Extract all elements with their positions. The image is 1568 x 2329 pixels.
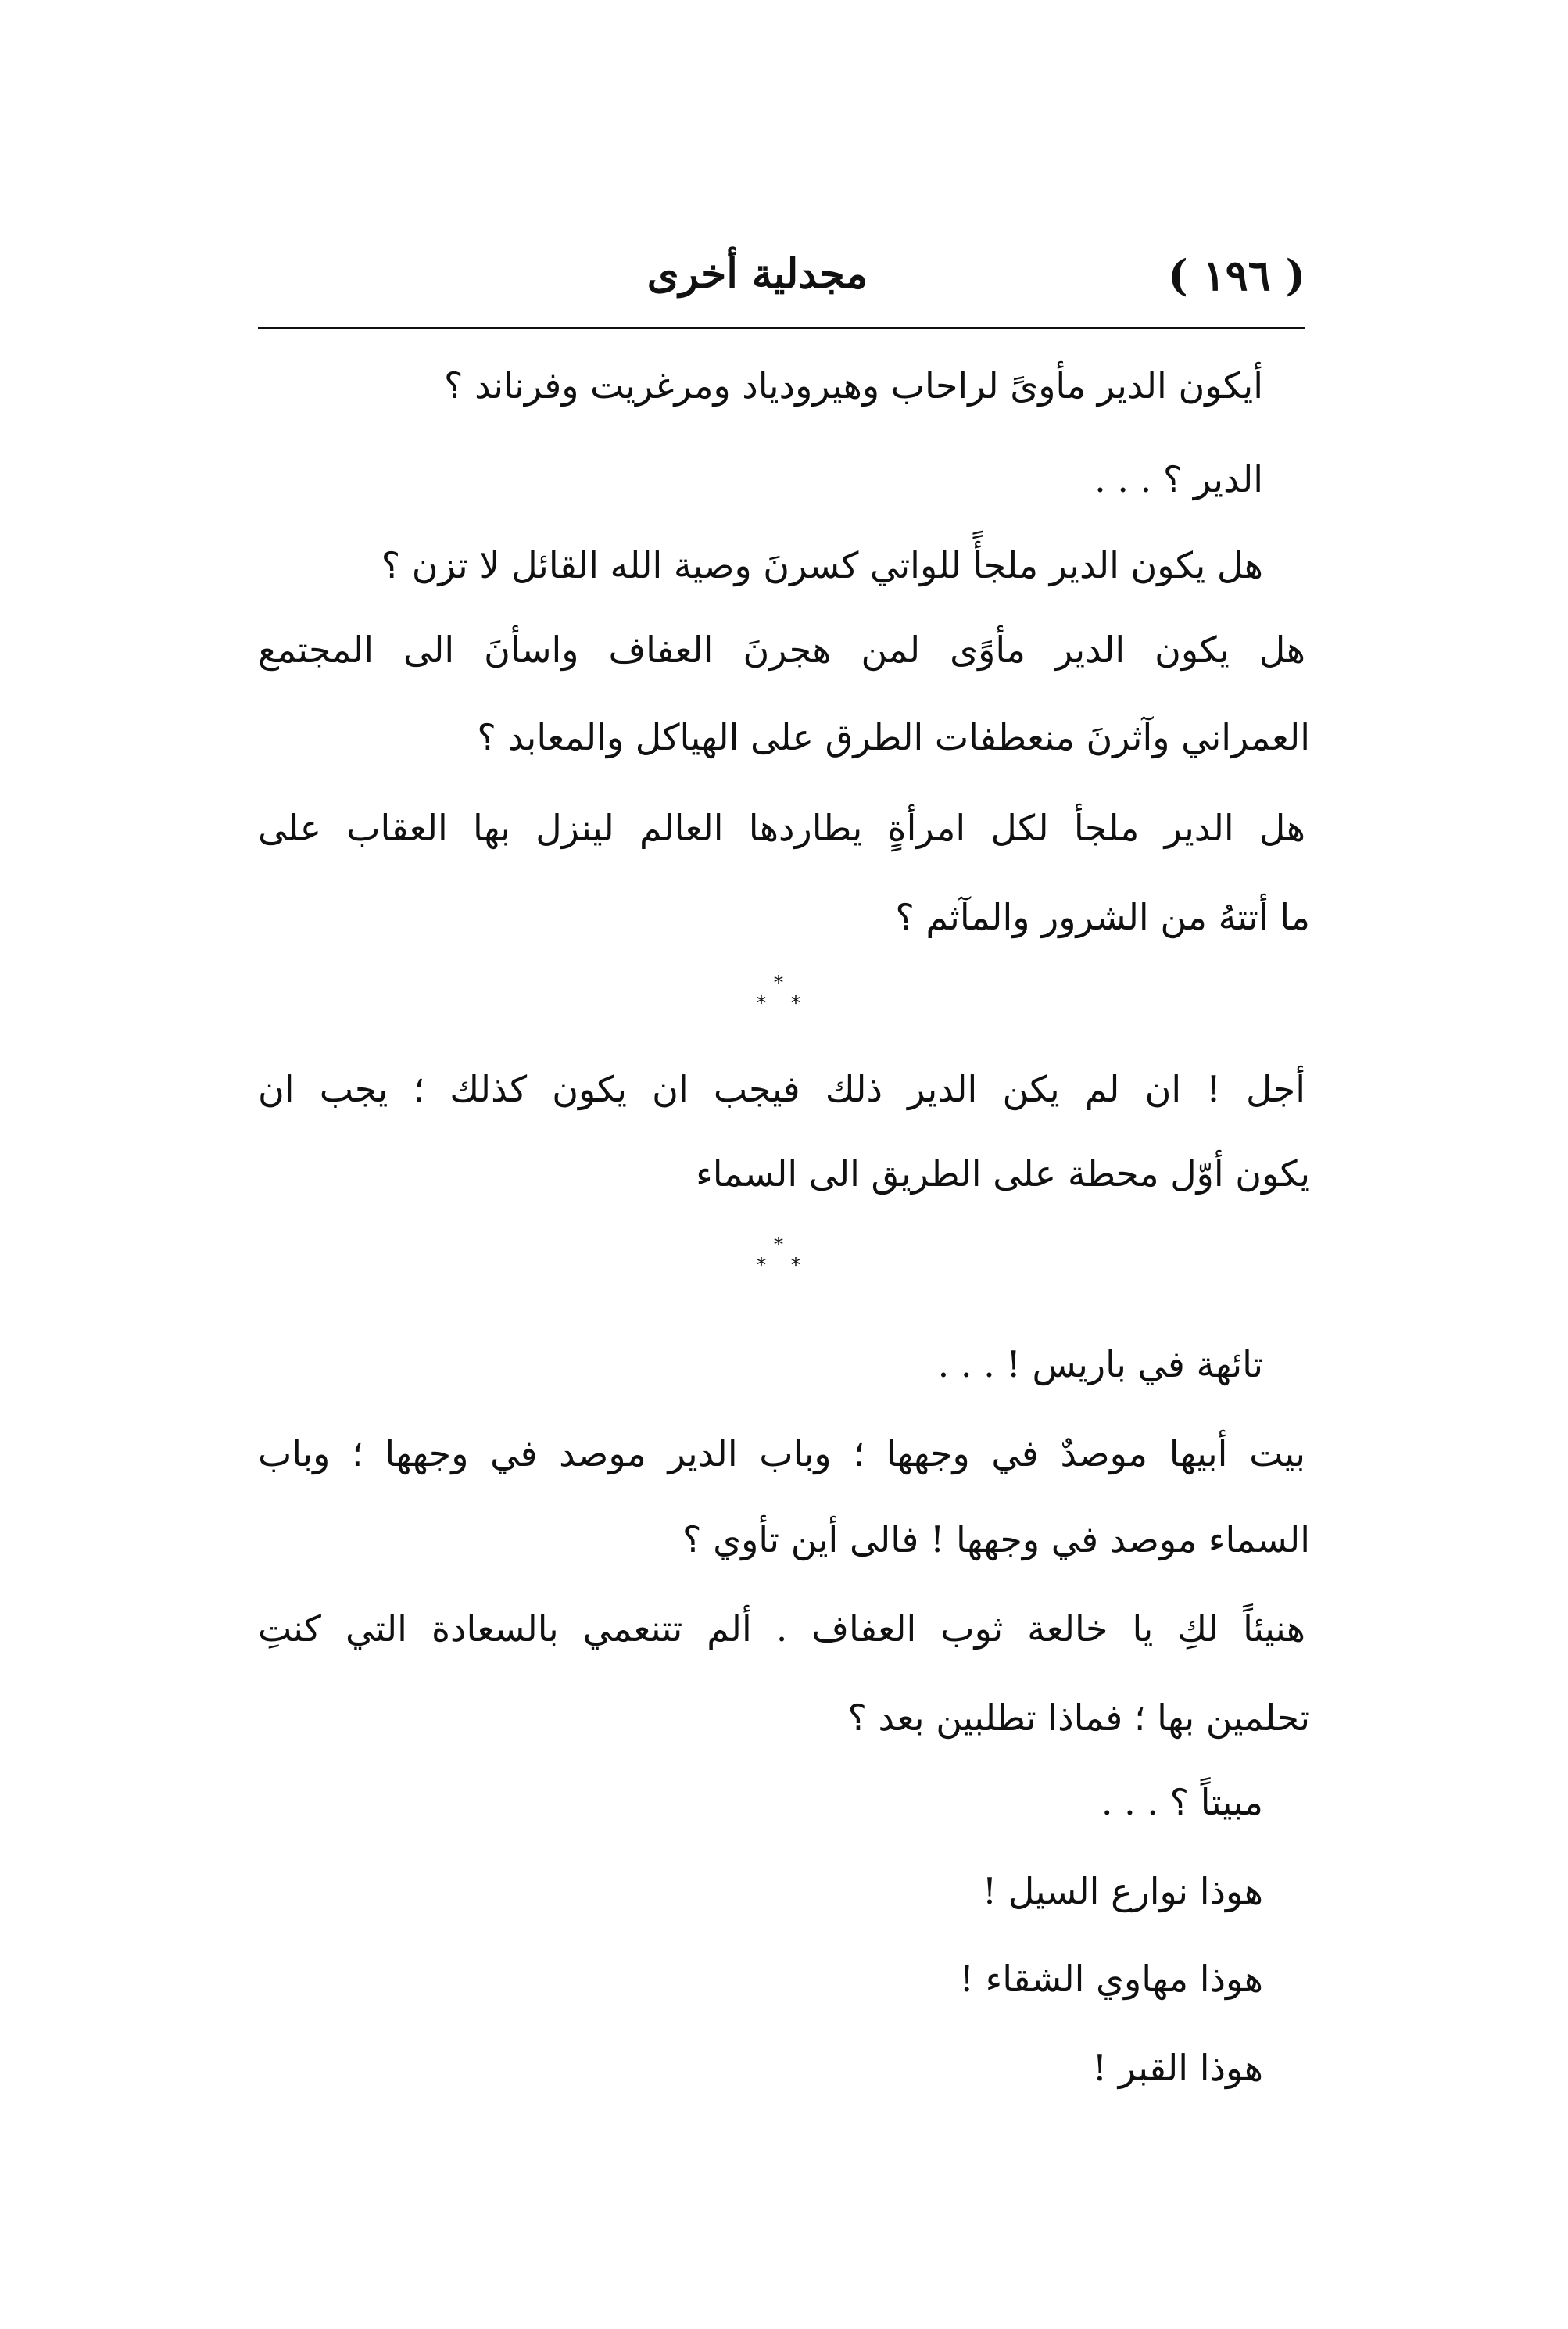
- text-line: بيت أبيها موصدٌ في وجهها ؛ وباب الدير موصد في وجهها ؛ وباب: [258, 1432, 1305, 1474]
- text-line: السماء موصد في وجهها ! فالى أين تأوي ؟: [682, 1518, 1310, 1560]
- text-line: هنيئاً لكِ يا خالعة ثوب العفاف . ألم تتنعمي بالسعادة التي كنتِ: [258, 1607, 1305, 1650]
- asterism-separator: [735, 1235, 829, 1282]
- text-line: تحلمين بها ؛ فماذا تطلبين بعد ؟: [847, 1697, 1310, 1739]
- running-title: مجدلية أخرى: [646, 250, 868, 298]
- asterism-separator: [735, 973, 829, 1020]
- asterism-star: *: [774, 972, 783, 994]
- text-line: الدير ؟ . . .: [1094, 458, 1263, 500]
- asterism-star: *: [757, 1254, 766, 1276]
- text-line: هل الدير ملجأ لكل امرأةٍ يطاردها العالم لينزل بها العقاب على: [258, 807, 1305, 849]
- text-line: هل يكون الدير مأوًى لمن هجرنَ العفاف واسأنَ الى المجتمع: [258, 629, 1305, 671]
- asterism-star: *: [791, 992, 800, 1014]
- text-line: تائهة في باريس ! . . .: [937, 1343, 1263, 1385]
- text-line: يكون أوّل محطة على الطريق الى السماء: [696, 1152, 1310, 1195]
- text-line: هوذا نوارع السيل !: [982, 1870, 1263, 1912]
- text-line: مبيتاً ؟ . . .: [1101, 1781, 1263, 1823]
- text-line: هوذا القبر !: [1092, 2047, 1263, 2089]
- asterism-star: *: [774, 1234, 783, 1256]
- page-header: [258, 250, 1305, 313]
- text-line: أيكون الدير مأوىً لراحاب وهيرودياد ومرغريت وفرناند ؟: [444, 364, 1263, 407]
- page-number: ( ١٩٦ ): [1168, 250, 1305, 300]
- text-line: هوذا مهاوي الشقاء !: [959, 1958, 1263, 2000]
- header-rule: [258, 327, 1305, 329]
- asterism-star: *: [791, 1254, 800, 1276]
- text-line: هل يكون الدير ملجأً للواتي كسرنَ وصية الله القائل لا تزن ؟: [381, 544, 1263, 586]
- text-line: ما أتتهُ من الشرور والمآثم ؟: [895, 896, 1310, 938]
- text-line: أجل ! ان لم يكن الدير ذلك فيجب ان يكون كذلك ؛ يجب ان: [258, 1068, 1305, 1110]
- text-line: العمراني وآثرنَ منعطفات الطرق على الهياكل والمعابد ؟: [477, 716, 1310, 758]
- asterism-star: *: [757, 992, 766, 1014]
